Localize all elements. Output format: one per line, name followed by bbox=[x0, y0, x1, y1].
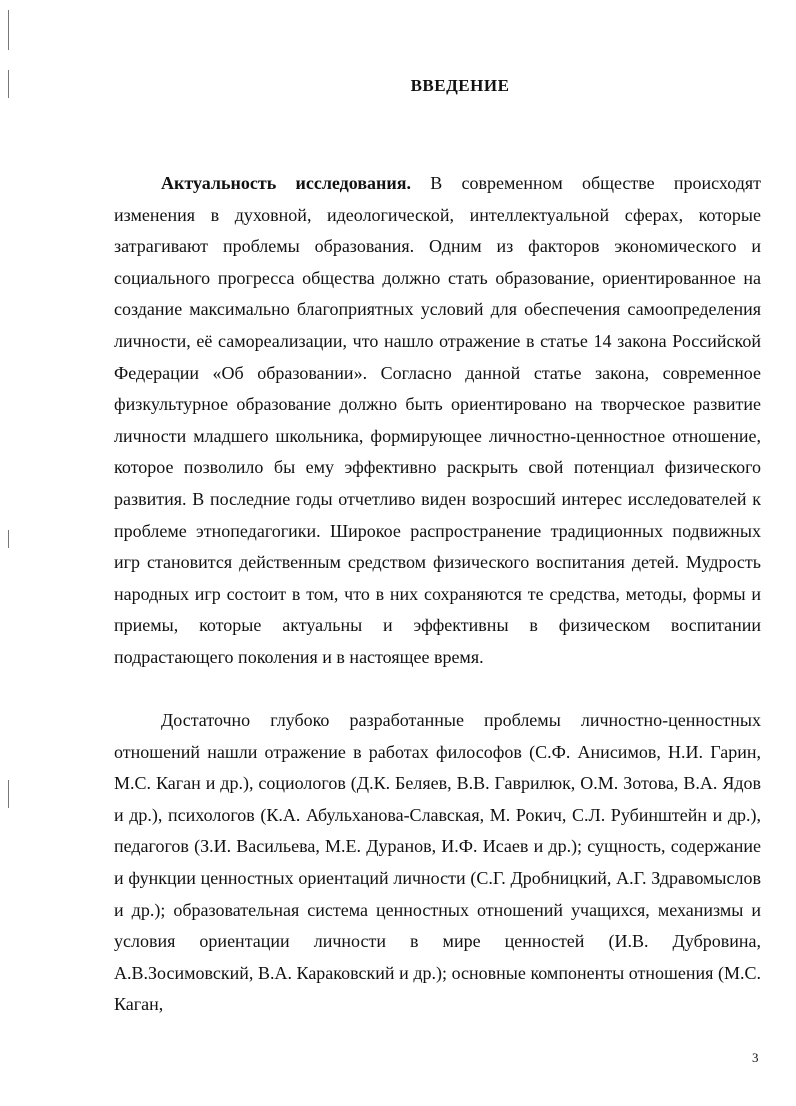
scan-artifact bbox=[8, 530, 9, 548]
scan-artifact bbox=[8, 780, 9, 808]
paragraph-literature-review bbox=[114, 705, 761, 1021]
paragraph-relevance bbox=[114, 168, 761, 674]
paragraph-text: В современном обществе происходят изменения в духовной, идеологической, интеллектуальной сферах, которые затрагивают проблемы образования. Одним из факторов экономического и социального прогресса общества должно стать образование, ориентированное на создание максимально благоприятных условий для обеспечения самоопределения личности, её самореализации, что нашло отражение в статье 14 закона Российской Федерации «Об образовании». Согласно данной статье закона, современное физкультурное образование должно быть ориентировано на творческое развитие личности младшего школьника, формирующее личностно-ценностное отношение, которое позволило бы ему эффективно раскрыть свой потенциал физического развития. В последние годы отчетливо виден возросший интерес исследователей к проблеме этнопедагогики. Широкое распространение традиционных подвижных игр становится действенным средством физического воспитания детей. Мудрость народных игр состоит в том, что в них сохраняются те средства, методы, формы и приемы, которые актуальны и эффективны в физическом воспитании подрастающего поколения и в настоящее время. bbox=[114, 173, 761, 667]
scan-artifact bbox=[8, 10, 9, 50]
page-number: 3 bbox=[752, 1050, 759, 1065]
page-title: ВВЕДЕНИЕ bbox=[410, 76, 510, 95]
scan-artifact bbox=[8, 70, 9, 98]
paragraph-text: Достаточно глубоко разработанные проблемы личностно-ценностных отношений нашли отражение в работах философов (С.Ф. Анисимов, Н.И. Гарин, М.С. Каган и др.), социологов (Д.К. Беляев, В.В. Гаврилюк, О.М. Зотова, В.А. Ядов и др.), психологов (К.А. Абульханова-Славская, М. Рокич, С.Л. Рубинштейн и др.), педагогов (З.И. Васильева, М.Е. Дуранов, И.Ф. Исаев и др.); сущность, содержание и функции ценностных ориентаций личности (С.Г. Дробницкий, А.Г. Здравомыслов и др.); образовательная система ценностных отношений учащихся, механизмы и условия ориентации личности в мире ценностей (И.В. Дубровина, А.В.Зосимовский, В.А. Караковский и др.); основные компоненты отношения (М.С. Каган, bbox=[114, 710, 761, 1015]
paragraph-lead-in: Актуальность исследования. bbox=[161, 173, 412, 193]
